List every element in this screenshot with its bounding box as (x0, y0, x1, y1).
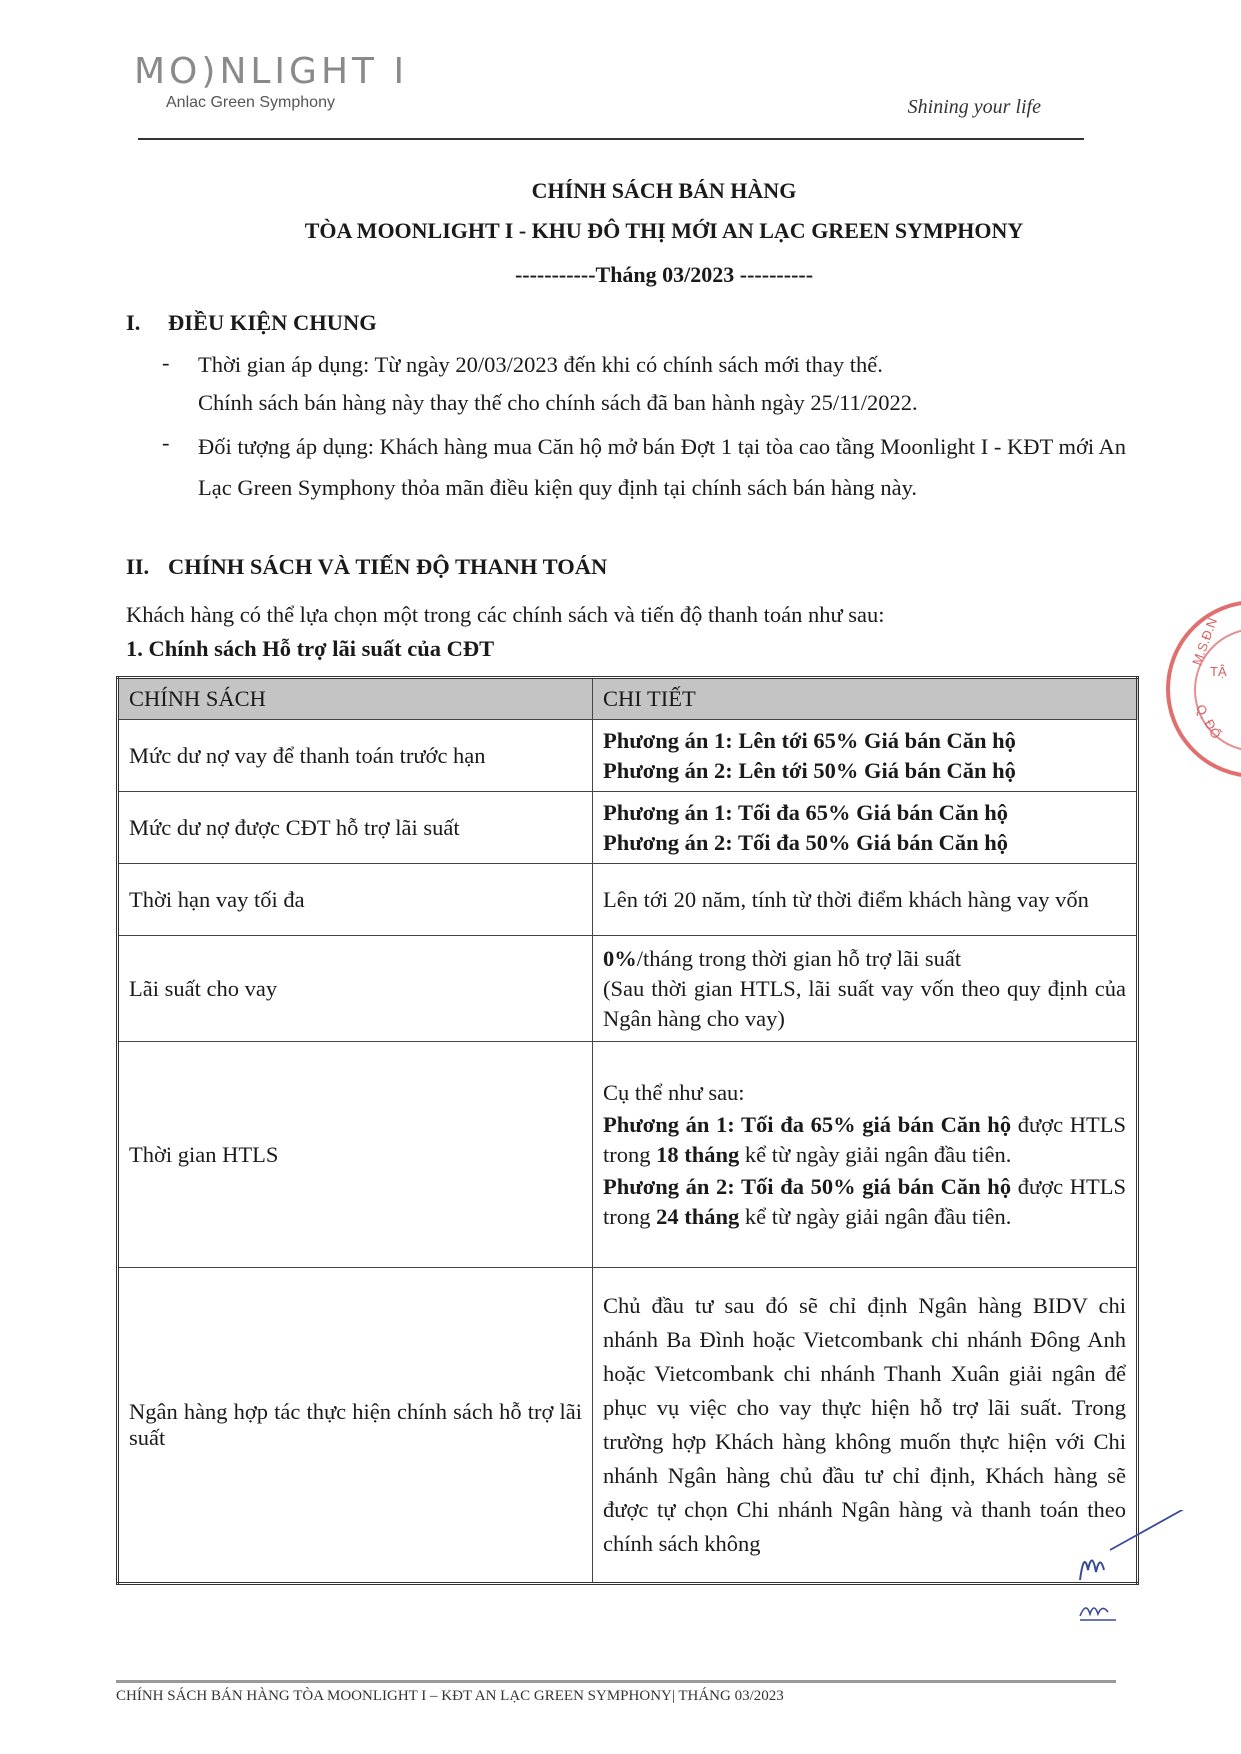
company-logo (134, 52, 408, 114)
stamp-text: Q. ĐỐ (1192, 701, 1225, 742)
policy-table (116, 676, 1139, 1585)
section-title: ĐIỀU KIỆN CHUNG (168, 310, 377, 335)
table-row (118, 792, 1138, 864)
rate-note: (Sau thời gian HTLS, lãi suất vay vốn theo quy định của Ngân hàng cho vay) (603, 975, 1126, 1031)
htls-option-2 (603, 1172, 1126, 1232)
logo-subtitle: Anlac Green Symphony (166, 94, 335, 111)
table-row (118, 864, 1138, 936)
table-row (118, 936, 1138, 1042)
option-text: kể từ ngày giải ngân đầu tiên. (744, 1203, 1012, 1229)
option-text: được HTLS trong (603, 1111, 1126, 1167)
option-months: 24 tháng (656, 1203, 740, 1229)
bullet-text: Thời gian áp dụng: Từ ngày 20/03/2023 đến khi có chính sách mới thay thế. (198, 352, 883, 377)
header-divider (138, 138, 1084, 140)
option-line: Phương án 1: Tối đa 65% Giá bán Căn hộ (603, 799, 1009, 825)
policy-label: Mức dư nợ được CĐT hỗ trợ lãi suất (118, 792, 593, 864)
document-date: -----------Tháng 03/2023 ---------- (514, 262, 814, 287)
policy-detail: Chủ đầu tư sau đó sẽ chỉ định Ngân hàng BIDV chi nhánh Ba Đình hoặc Vietcombank chi nhánh Đông Anh hoặc Vietcombank chi nhánh Thanh Xuân giải ngân để phục vụ việc cho vay thực hiện hỗ trợ lãi suất. Trong trường hợp Khách hàng không muốn thực hiện với Chi nhánh Ngân hàng chủ đầu tư chỉ định, Khách hàng sẽ được tự chọn Chi nhánh Ngân hàng và thanh toán theo chính sách không (593, 1268, 1138, 1584)
policy-label: Lãi suất cho vay (118, 936, 593, 1042)
stamp-text: TẬ (1210, 664, 1227, 679)
policy-label: Thời hạn vay tối đa (118, 864, 593, 936)
bullet-text: Đối tượng áp dụng: Khách hàng mua Căn hộ mở bán Đợt 1 tại tòa cao tầng Moonlight I - KĐT mới An Lạc Green Symphony thỏa mãn điều kiện quy định tại chính sách bán hàng này. (198, 434, 1126, 500)
option-line: Phương án 2: Tối đa 50% Giá bán Căn hộ (603, 829, 1009, 855)
option-line: Phương án 2: Lên tới 50% Giá bán Căn hộ (603, 757, 1016, 783)
bullet-dash: - (162, 350, 170, 375)
section-number: I. (126, 310, 141, 335)
policy-detail (593, 936, 1138, 1042)
option-text: kể từ ngày giải ngân đầu tiên. (744, 1141, 1012, 1167)
table-row (118, 1042, 1138, 1268)
rate-line (603, 944, 1126, 974)
signature-mark (1070, 1510, 1210, 1590)
rate-text: /tháng trong thời gian hỗ trợ lãi suất (636, 945, 962, 971)
htls-intro: Cụ thể như sau: (603, 1079, 745, 1105)
document-subtitle: TÒA MOONLIGHT I - KHU ĐÔ THỊ MỚI AN LẠC GREEN SYMPHONY (304, 218, 1024, 243)
rate-value: 0% (603, 945, 637, 971)
section-title: CHÍNH SÁCH VÀ TIẾN ĐỘ THANH TOÁN (168, 554, 608, 579)
column-header: CHÍNH SÁCH (118, 678, 593, 720)
policy-detail (593, 720, 1138, 792)
intro-text: Khách hàng có thể lựa chọn một trong các chính sách và tiến độ thanh toán như sau: (126, 602, 885, 627)
bullet-dash: - (162, 430, 170, 455)
logo-wordmark: MO)NLIGHT I (134, 51, 409, 92)
page-footer: CHÍNH SÁCH BÁN HÀNG TÒA MOONLIGHT I – KĐT AN LẠC GREEN SYMPHONY| THÁNG 03/2023 (116, 1688, 784, 1704)
table-header-row (118, 678, 1138, 720)
stamp-text: M.S.Đ.N (1189, 615, 1221, 668)
table-row (118, 720, 1138, 792)
section-heading-2 (126, 554, 607, 580)
option-months: 18 tháng (656, 1141, 740, 1167)
option-line: Phương án 1: Lên tới 65% Giá bán Căn hộ (603, 727, 1016, 753)
policy-detail (593, 792, 1138, 864)
option-title: Phương án 2: Tối đa 50% giá bán Căn hộ (603, 1173, 1012, 1199)
company-stamp (1166, 600, 1241, 778)
column-header: CHI TIẾT (593, 678, 1138, 720)
policy-detail (593, 1042, 1138, 1268)
footer-divider (116, 1680, 1116, 1683)
section-heading-1 (126, 310, 377, 336)
policy-label: Thời gian HTLS (118, 1042, 593, 1268)
tagline: Shining your life (907, 96, 1041, 118)
document-title: CHÍNH SÁCH BÁN HÀNG (531, 178, 797, 203)
policy-label: Ngân hàng hợp tác thực hiện chính sách hỗ trợ lãi suất (118, 1268, 593, 1584)
option-text: được HTLS trong (603, 1173, 1126, 1229)
policy-detail: Lên tới 20 năm, tính từ thời điểm khách hàng vay vốn (593, 864, 1138, 936)
subsection-heading: 1. Chính sách Hỗ trợ lãi suất của CĐT (126, 636, 495, 661)
htls-option-1 (603, 1110, 1126, 1170)
section-number: II. (126, 554, 150, 579)
initials-mark (1076, 1596, 1136, 1626)
table-row (118, 1268, 1138, 1584)
bullet-text: Chính sách bán hàng này thay thế cho chính sách đã ban hành ngày 25/11/2022. (198, 390, 918, 415)
policy-label: Mức dư nợ vay để thanh toán trước hạn (118, 720, 593, 792)
option-title: Phương án 1: Tối đa 65% giá bán Căn hộ (603, 1111, 1012, 1137)
